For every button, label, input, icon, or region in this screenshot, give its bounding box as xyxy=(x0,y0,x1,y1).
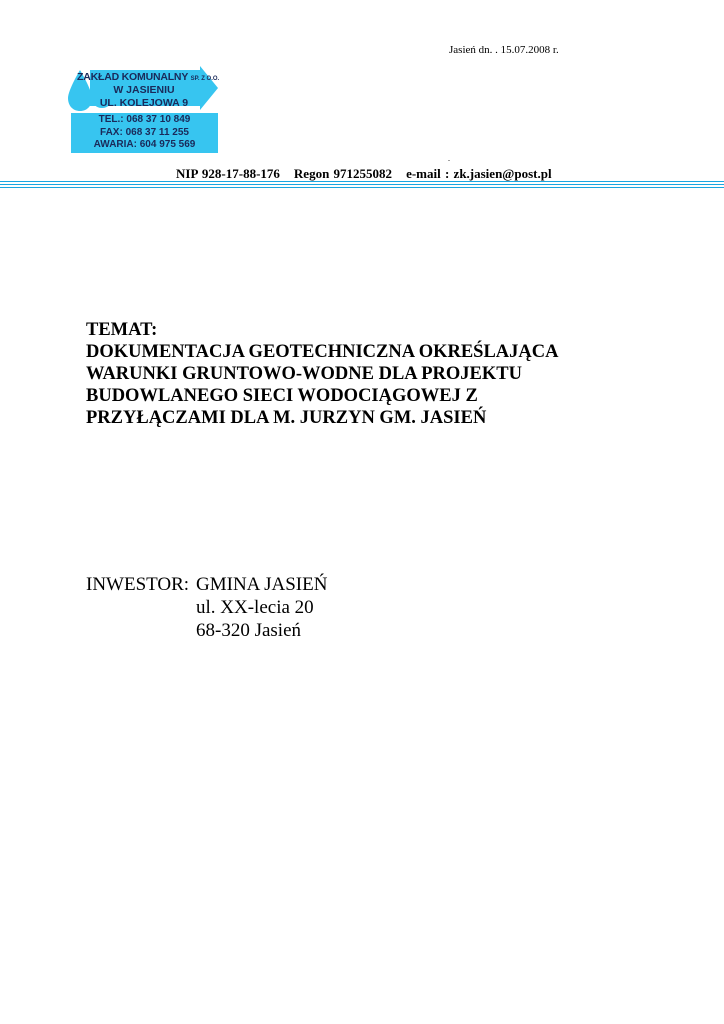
emergency-number: AWARIA: 604 975 569 xyxy=(93,139,196,150)
title-line: BUDOWLANEGO SIECI WODOCIĄGOWEJ Z xyxy=(86,386,478,406)
investor-name: GMINA JASIEŃ xyxy=(196,574,328,595)
header-rule-2 xyxy=(0,184,724,185)
title-line: DOKUMENTACJA GEOTECHNICZNA OKREŚLAJĄCA xyxy=(86,342,559,362)
phone-number: TEL.: 068 37 10 849 xyxy=(98,114,191,125)
logo-city: W JASIENIU xyxy=(113,84,175,96)
investor-street: ul. XX-lecia 20 xyxy=(196,597,314,618)
nip-number: NIP 928-17-88-176 xyxy=(176,166,280,181)
fax-number: FAX: 068 37 11 255 xyxy=(100,126,189,138)
logo-company-name: ZAKŁAD KOMUNALNY xyxy=(77,71,188,83)
header-rule-3 xyxy=(0,187,724,188)
email-address: e-mail : zk.jasien@post.pl xyxy=(406,166,552,181)
investor-city: 68-320 Jasień xyxy=(196,620,302,641)
date-line: Jasień dn. . 15.07.2008 r. xyxy=(449,44,559,56)
logo-company-suffix: SP. Z O.O. xyxy=(190,76,220,82)
contact-box xyxy=(71,113,218,153)
title-label: TEMAT: xyxy=(86,320,158,340)
title-line: PRZYŁĄCZAMI DLA M. JURZYN GM. JASIEŃ xyxy=(86,408,487,428)
document-title xyxy=(86,319,559,429)
title-line: WARUNKI GRUNTOWO-WODNE DLA PROJEKTU xyxy=(86,364,522,384)
investor-label: INWESTOR: xyxy=(86,574,190,595)
header-rule-1 xyxy=(0,181,724,182)
logo-street: UL. KOLEJOWA 9 xyxy=(99,97,189,109)
company-identifiers xyxy=(176,166,552,182)
stray-dot: . xyxy=(448,154,450,163)
regon-number: Regon 971255082 xyxy=(293,166,393,181)
